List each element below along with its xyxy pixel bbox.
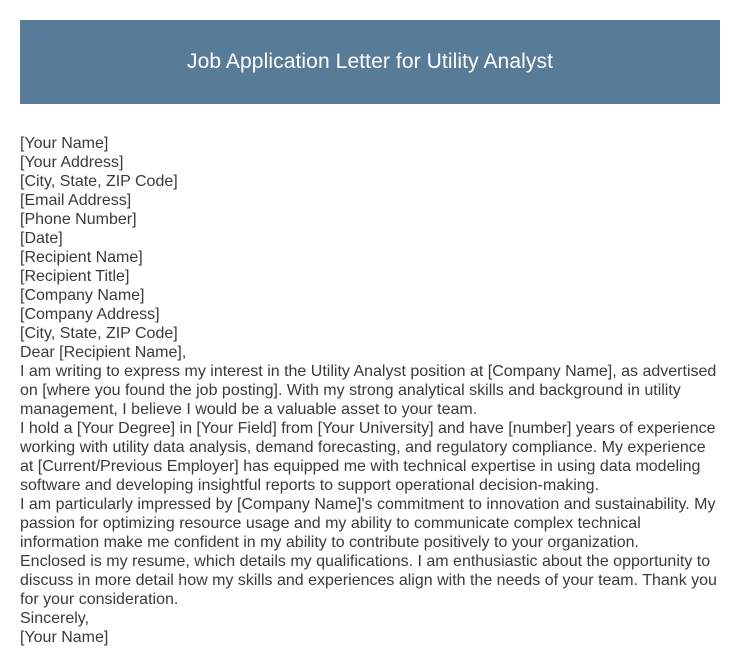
sender-address: [Your Address] [20,154,124,171]
salutation: Dear [Recipient Name], [20,344,187,361]
paragraph-interest [20,362,724,419]
sender-phone: [Phone Number] [20,211,137,228]
signature-name: [Your Name] [20,629,109,646]
sender-city-state-zip: [City, State, ZIP Code] [20,173,178,190]
paragraph-line: Enclosed is my resume, which details my qualifications. I am enthusiastic about the opportunity to [20,553,711,570]
recipient-title: [Recipient Title] [20,268,130,285]
paragraph-line: working with utility data analysis, demand forecasting, and regulatory compliance. My experience [20,439,706,456]
letter-body [20,134,724,647]
recipient-address: [Company Address] [20,306,160,323]
paragraph-line: information make me confident in my ability to contribute positively to your organization. [20,534,639,551]
paragraph-line: passion for optimizing resource usage and my ability to communicate complex technical [20,515,641,532]
paragraph-line: for your consideration. [20,591,179,608]
paragraph-line: management, I believe I would be a valuable asset to your team. [20,401,478,418]
paragraph-line: I hold a [Your Degree] in [Your Field] from [Your University] and have [number] years of experience [20,420,716,437]
sender-email: [Email Address] [20,192,132,209]
paragraph-line: discuss in more detail how my skills and experiences align with the needs of your team. Thank you [20,572,717,589]
paragraph-closing [20,552,724,609]
paragraph-line: software and developing insightful reports to support operational decision-making. [20,477,600,494]
letter-date: [Date] [20,230,63,247]
paragraph-qualifications [20,419,724,495]
sender-name: [Your Name] [20,135,109,152]
page-title: Job Application Letter for Utility Analyst [186,50,554,73]
paragraph-line: at [Current/Previous Employer] has equipped me with technical expertise in using data modeling [20,458,701,475]
recipient-city-state-zip: [City, State, ZIP Code] [20,325,178,342]
closing: Sincerely, [20,610,90,627]
paragraph-line: on [where you found the job posting]. With my strong analytical skills and background in utility [20,382,681,399]
letter-header-banner [20,20,720,104]
paragraph-line: I am particularly impressed by [Company Name]'s commitment to innovation and sustainability. My [20,496,716,513]
paragraph-line: I am writing to express my interest in the Utility Analyst position at [Company Name], as advertised [20,363,717,380]
recipient-name: [Recipient Name] [20,249,143,266]
recipient-company: [Company Name] [20,287,145,304]
paragraph-company-fit [20,495,724,552]
